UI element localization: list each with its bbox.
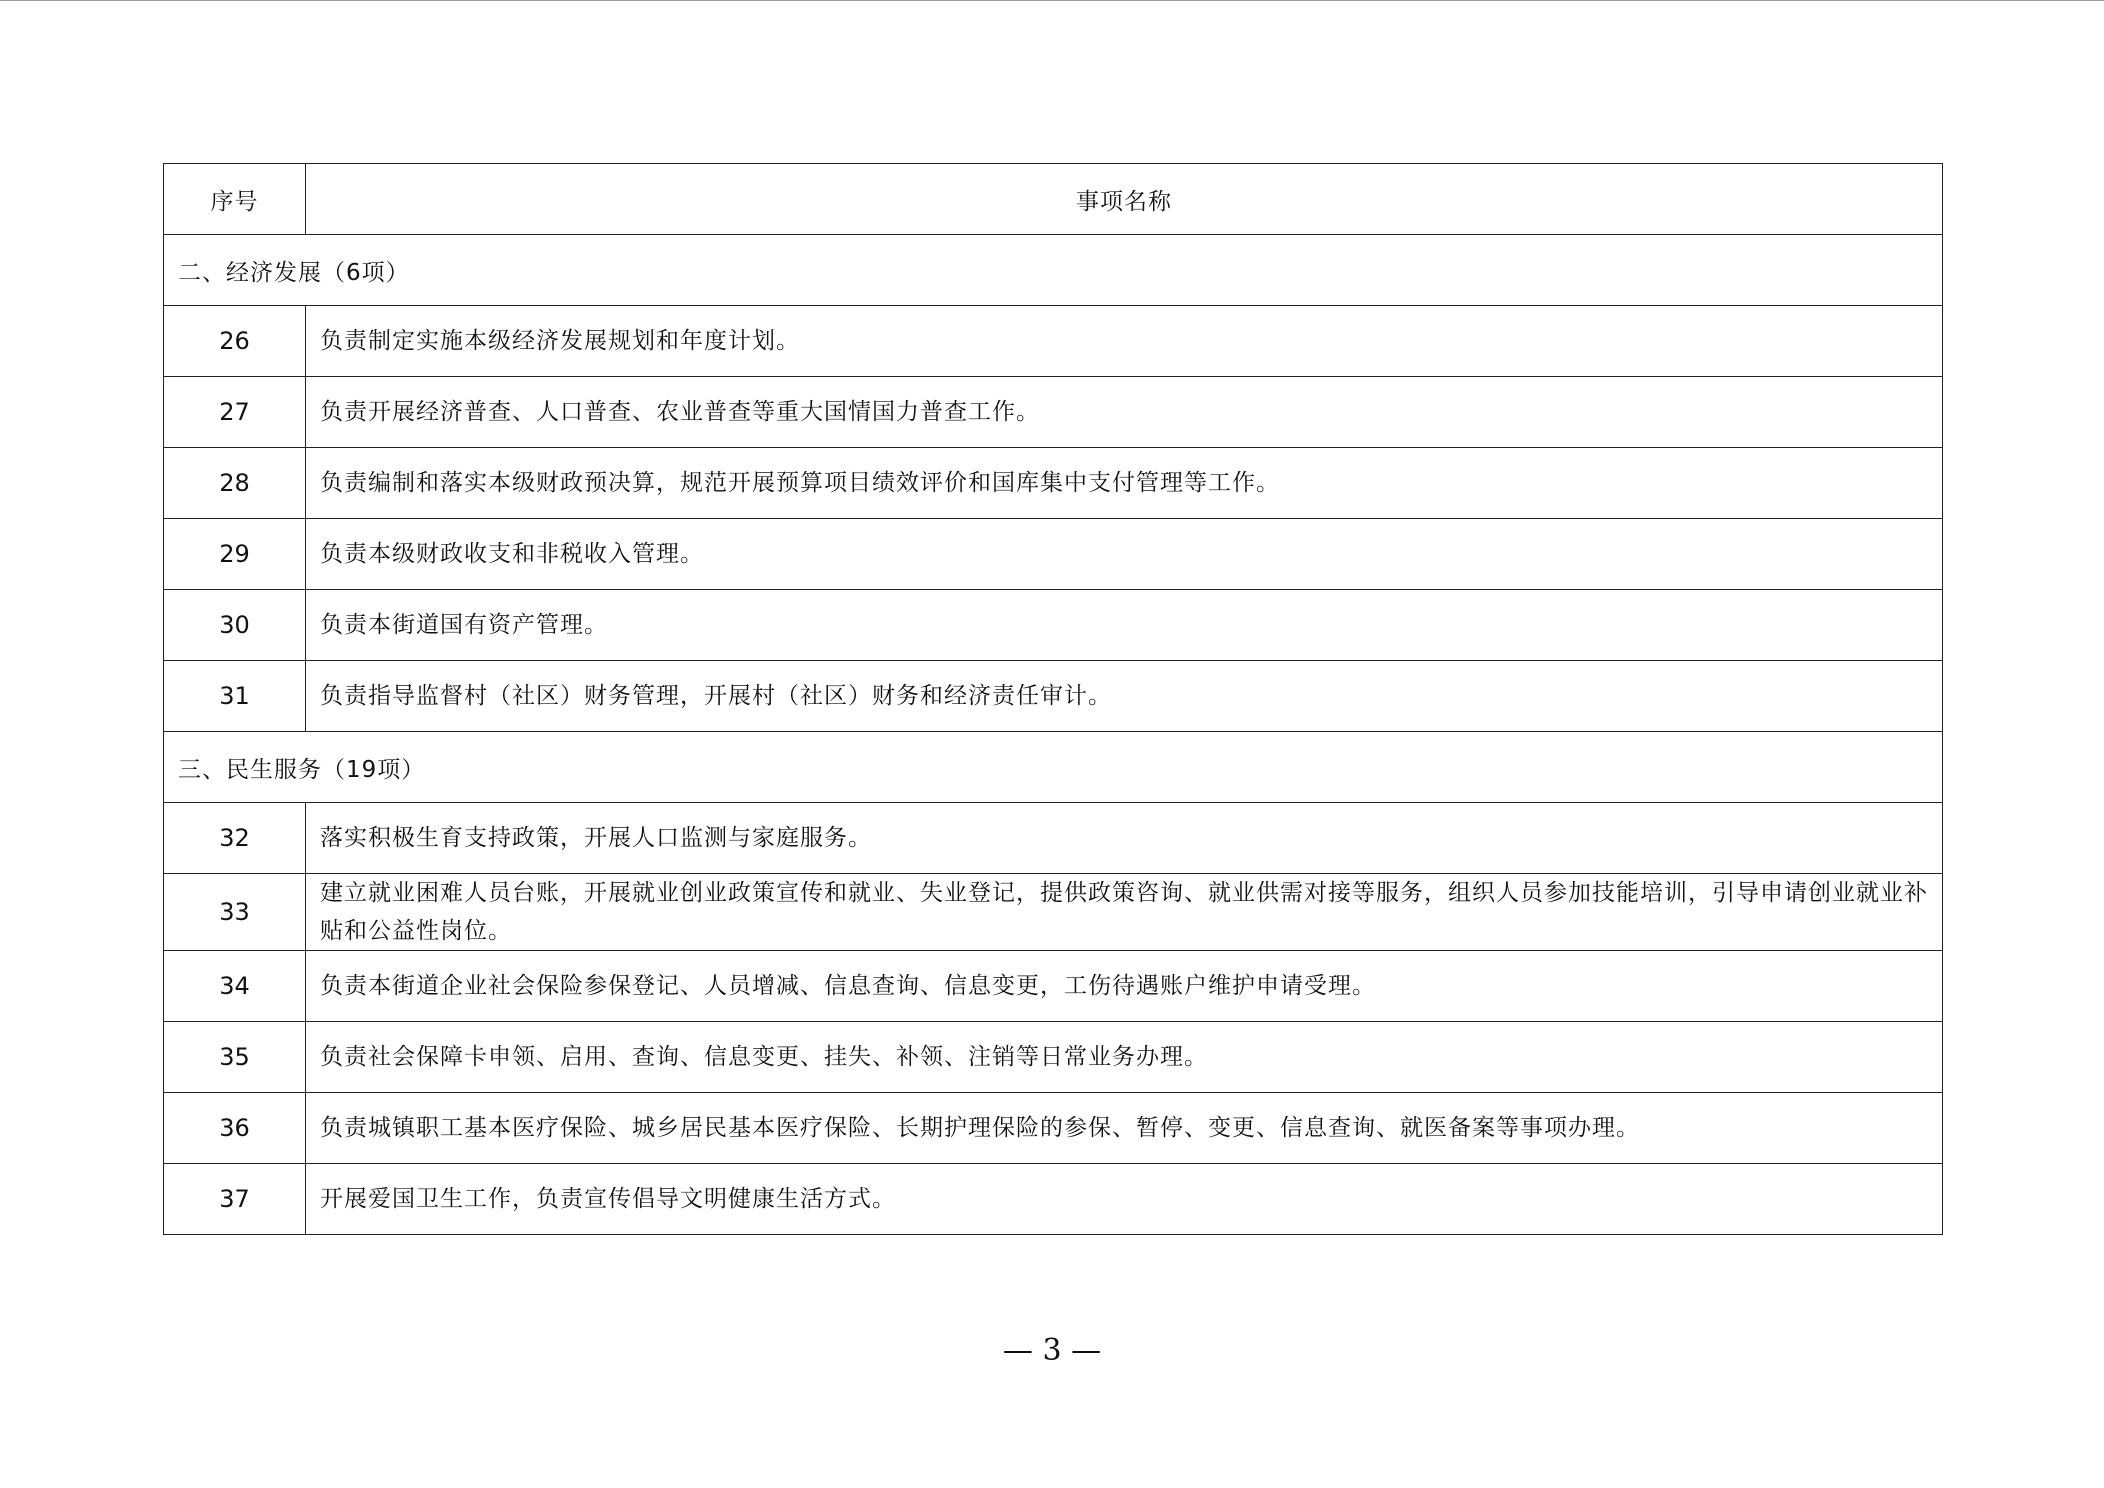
row-number: 31 bbox=[164, 661, 306, 732]
header-serial-number: 序号 bbox=[164, 164, 306, 235]
row-number: 27 bbox=[164, 377, 306, 448]
section-row bbox=[164, 235, 1943, 306]
page-number: — 3 — bbox=[1002, 1333, 1102, 1368]
row-number: 28 bbox=[164, 448, 306, 519]
table-row bbox=[164, 951, 1943, 1022]
row-number: 29 bbox=[164, 519, 306, 590]
row-number: 35 bbox=[164, 1022, 306, 1093]
table-row bbox=[164, 1164, 1943, 1235]
row-number: 26 bbox=[164, 306, 306, 377]
table-row bbox=[164, 590, 1943, 661]
table-row bbox=[164, 874, 1943, 951]
row-text: 负责城镇职工基本医疗保险、城乡居民基本医疗保险、长期护理保险的参保、暂停、变更、信息查询、就医备案等事项办理。 bbox=[306, 1093, 1943, 1164]
header-item-name: 事项名称 bbox=[306, 164, 1943, 235]
row-text: 负责指导监督村（社区）财务管理，开展村（社区）财务和经济责任审计。 bbox=[306, 661, 1943, 732]
table-row bbox=[164, 1093, 1943, 1164]
row-number: 33 bbox=[164, 874, 306, 951]
matters-table bbox=[163, 163, 1943, 1235]
row-text: 建立就业困难人员台账，开展就业创业政策宣传和就业、失业登记，提供政策咨询、就业供需对接等服务，组织人员参加技能培训，引导申请创业就业补贴和公益性岗位。 bbox=[306, 874, 1943, 951]
row-text: 负责社会保障卡申领、启用、查询、信息变更、挂失、补领、注销等日常业务办理。 bbox=[306, 1022, 1943, 1093]
row-text: 负责本街道国有资产管理。 bbox=[306, 590, 1943, 661]
top-border-line bbox=[0, 0, 2104, 1]
row-text: 负责本级财政收支和非税收入管理。 bbox=[306, 519, 1943, 590]
section-title: 二、经济发展（6项） bbox=[164, 235, 1943, 306]
section-row bbox=[164, 732, 1943, 803]
row-text: 负责本街道企业社会保险参保登记、人员增减、信息查询、信息变更，工伤待遇账户维护申请受理。 bbox=[306, 951, 1943, 1022]
table-row bbox=[164, 661, 1943, 732]
row-number: 37 bbox=[164, 1164, 306, 1235]
table-header-row bbox=[164, 164, 1943, 235]
table-row bbox=[164, 1022, 1943, 1093]
row-text: 负责制定实施本级经济发展规划和年度计划。 bbox=[306, 306, 1943, 377]
row-text: 落实积极生育支持政策，开展人口监测与家庭服务。 bbox=[306, 803, 1943, 874]
table-row bbox=[164, 306, 1943, 377]
row-text: 开展爱国卫生工作，负责宣传倡导文明健康生活方式。 bbox=[306, 1164, 1943, 1235]
table-row bbox=[164, 377, 1943, 448]
row-number: 36 bbox=[164, 1093, 306, 1164]
table-row bbox=[164, 519, 1943, 590]
row-number: 30 bbox=[164, 590, 306, 661]
row-number: 32 bbox=[164, 803, 306, 874]
row-number: 34 bbox=[164, 951, 306, 1022]
table-row bbox=[164, 803, 1943, 874]
section-title: 三、民生服务（19项） bbox=[164, 732, 1943, 803]
row-text: 负责编制和落实本级财政预决算，规范开展预算项目绩效评价和国库集中支付管理等工作。 bbox=[306, 448, 1943, 519]
row-text: 负责开展经济普查、人口普查、农业普查等重大国情国力普查工作。 bbox=[306, 377, 1943, 448]
table-row bbox=[164, 448, 1943, 519]
